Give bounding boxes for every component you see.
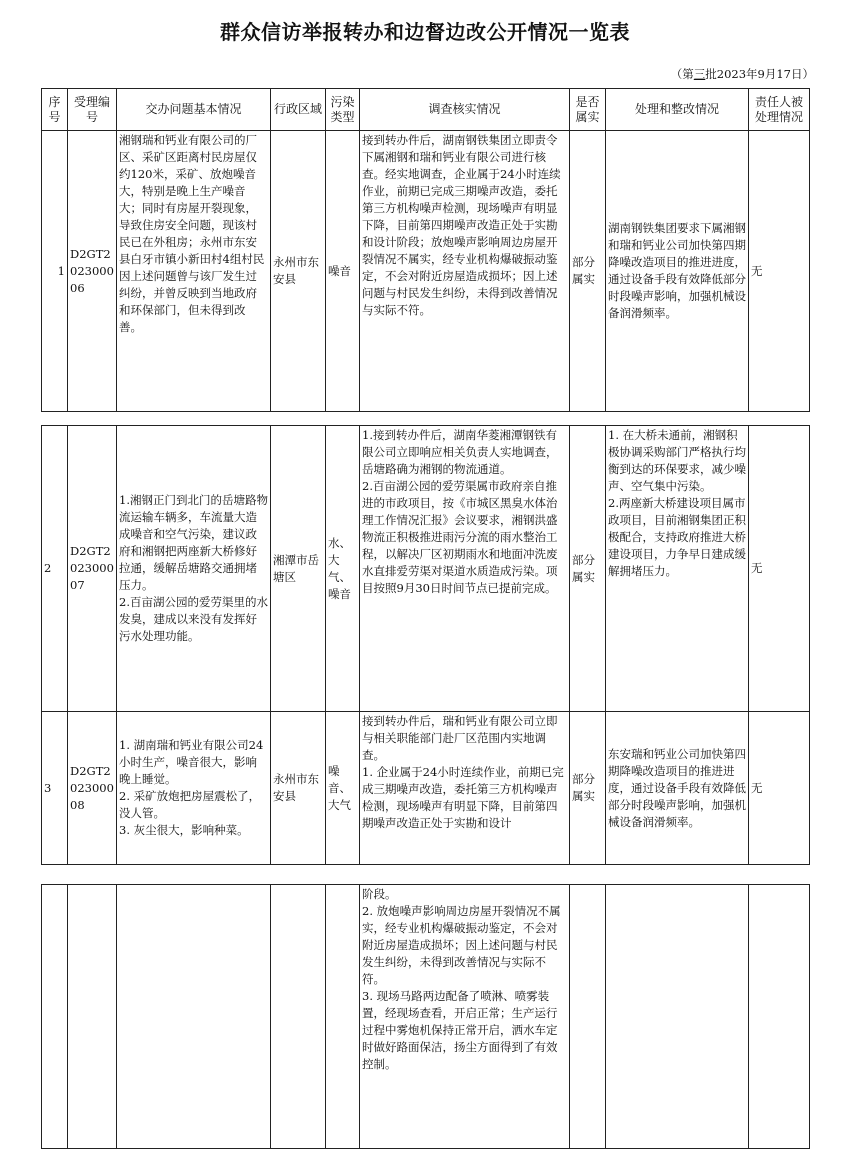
batch-number: 三: [693, 67, 706, 81]
row-code: D2GT202300008: [68, 712, 117, 865]
row-type: 水、大气、噪音: [326, 426, 360, 712]
report-table-part-1: [41, 88, 810, 412]
report-table-part-3: [41, 884, 810, 1149]
cont-investigation: 阶段。 2. 放炮噪声影响周边房屋开裂情况不属实，经专业机构爆破振动鉴定，不会对附近房屋造成损坏；因上述问题与村民发生纠纷，未得到改善情况与实际不符。 3. 现场马路两边配备了喷淋、喷雾装置，经现场查看，开启正常；生产运行过程中雾炮机保持正常开启，洒水车定时做好路面保洁，扬尘方面得到了有效控制。: [360, 885, 570, 1149]
row-handling: 湖南钢铁集团要求下属湘钢和瑞和钙业公司加快第四期降噪改造项目的推进进度，通过设备手段有效降低部分时段噪声影响，加强机械设备润滑频率。: [606, 131, 749, 412]
cont-accountability: [749, 885, 810, 1149]
row-handling: 东安瑞和钙业公司加快第四期降噪改造项目的推进进度，通过设备手段有效降低部分时段噪声影响，加强机械设备润滑频率。: [606, 712, 749, 865]
report-table-part-2: [41, 425, 810, 865]
batch-suffix: 批2023年9月17日）: [705, 67, 814, 81]
row-type: 噪音: [326, 131, 360, 412]
table-header-row: [42, 89, 810, 131]
row-accountability: 无: [749, 131, 810, 412]
header-handling: 处理和整改情况: [606, 89, 749, 131]
row-investigation: 接到转办件后，湖南钢铁集团立即责令下属湘钢和瑞和钙业有限公司进行核查。经实地调查，企业属于24小时连续作业，前期已完成三期噪声改造，委托第三方机构噪声检测，现场噪声有明显下降，目前第四期噪声改造正处于实勘和设计阶段；放炮噪声影响周边房屋开裂情况不属实，经专业机构爆破振动鉴定，不会对附近房屋造成损坏；因上述问题与村民发生纠纷，未得到改善情况与实际不符。: [360, 131, 570, 412]
table-row-continuation: [42, 885, 810, 1149]
row-accountability: 无: [749, 712, 810, 865]
row-seq: 1: [42, 131, 68, 412]
row-seq: 3: [42, 712, 68, 865]
table-row: [42, 131, 810, 412]
row-seq: 2: [42, 426, 68, 712]
cont-type: [326, 885, 360, 1149]
row-region: 永州市东安县: [271, 131, 326, 412]
header-issue: 交办问题基本情况: [117, 89, 271, 131]
row-issue: 湘钢瑞和钙业有限公司的厂区、采矿区距离村民房屋仅约120米，采矿、放炮噪音大，特别是晚上生产噪音大；同时有房屋开裂现象，导致住房安全问题，现该村民已在外租房；永州市东安县白牙市镇小新田村4组村民因上述问题曾与该厂发生过纠纷，并曾反映到当地政府和环保部门，但未得到改善。: [117, 131, 271, 412]
batch-prefix: （第: [670, 67, 694, 81]
row-region: 湘潭市岳塘区: [271, 426, 326, 712]
table-row: [42, 712, 810, 865]
cont-seq: [42, 885, 68, 1149]
cont-code: [68, 885, 117, 1149]
row-verified: 部分属实: [570, 131, 606, 412]
row-handling: 1. 在大桥未通前，湘钢积极协调采购部门严格执行均衡到达的环保要求，减少噪声、空气集中污染。 2.两座新大桥建设项目属市政项目，目前湘钢集团正积极配合，支持政府推进大桥建设项目，力争早日建成缓解拥堵压力。: [606, 426, 749, 712]
batch-info: [671, 66, 814, 82]
row-investigation: 1.接到转办件后，湖南华菱湘潭钢铁有限公司立即响应相关负责人实地调查，岳塘路确为湘钢的物流通道。 2.百亩湖公园的爱劳渠属市政府亲自推进的市政项目，按《市城区黑臭水体治理工作情况汇报》会议要求，湘钢洪盛物流正积极推进雨污分流的雨水整治工程，以解决厂区初期雨水和地面冲洗废水直排爱劳渠对渠道水质造成污染。项目按照9月30日时间节点已提前完成。: [360, 426, 570, 712]
row-code: D2GT202300006: [68, 131, 117, 412]
row-code: D2GT202300007: [68, 426, 117, 712]
cont-handling: [606, 885, 749, 1149]
header-verified: 是否属实: [570, 89, 606, 131]
row-verified: 部分属实: [570, 712, 606, 865]
row-investigation: 接到转办件后，瑞和钙业有限公司立即与相关职能部门赴厂区范围内实地调查。 1. 企业属于24小时连续作业，前期已完成三期噪声改造，委托第三方机构噪声检测，现场噪声有明显下降，目前第四期噪声改造正处于实勘和设计: [360, 712, 570, 865]
row-issue: 1. 湖南瑞和钙业有限公司24小时生产，噪音很大，影响晚上睡觉。 2. 采矿放炮把房屋震松了，没人管。 3. 灰尘很大，影响种菜。: [117, 712, 271, 865]
cont-verified: [570, 885, 606, 1149]
row-accountability: 无: [749, 426, 810, 712]
table-row: [42, 426, 810, 712]
header-region: 行政区域: [271, 89, 326, 131]
cont-region: [271, 885, 326, 1149]
row-region: 永州市东安县: [271, 712, 326, 865]
header-type: 污染类型: [326, 89, 360, 131]
header-seq: 序号: [42, 89, 68, 131]
row-issue: 1.湘钢正门到北门的岳塘路物流运输车辆多，车流量大造成噪音和空气污染，建议政府和湘钢把两座新大桥修好拉通，缓解岳塘路交通拥堵压力。 2.百亩湖公园的爱劳渠里的水发臭，建成以来没有发挥好污水处理功能。: [117, 426, 271, 712]
page-title: 群众信访举报转办和边督边改公开情况一览表: [220, 20, 630, 44]
row-type: 噪音、大气: [326, 712, 360, 865]
cont-issue: [117, 885, 271, 1149]
header-code: 受理编号: [68, 89, 117, 131]
row-verified: 部分属实: [570, 426, 606, 712]
header-accountability: 责任人被处理情况: [749, 89, 810, 131]
header-investigation: 调查核实情况: [360, 89, 570, 131]
